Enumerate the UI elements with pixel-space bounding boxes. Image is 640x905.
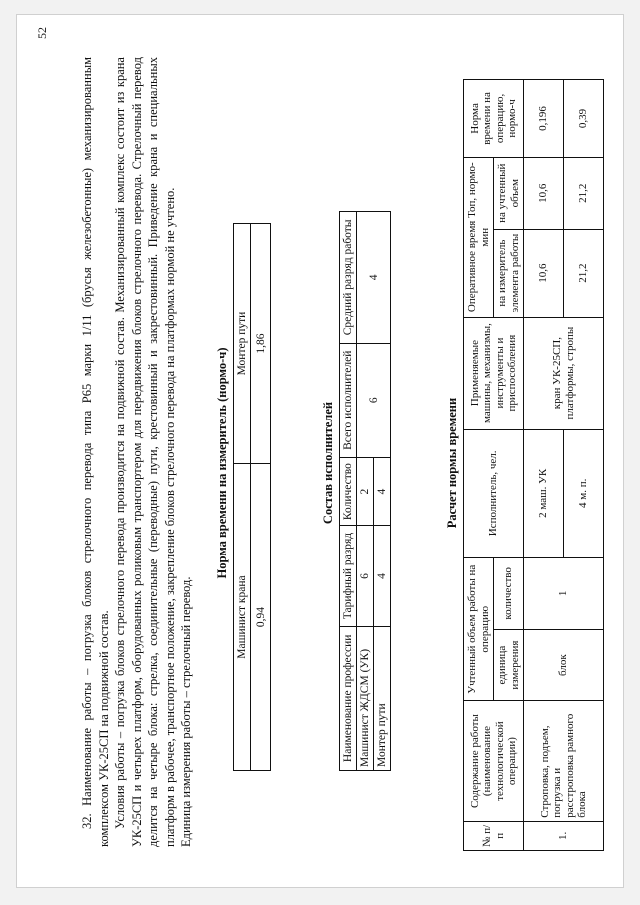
calc-header-optime: Оперативное время Топ, нормо-мин bbox=[464, 157, 494, 317]
work-title: 32. Наименование работы – погрузка блоков стрелочного перевода типа Р65 марки 1/11 (брусья железобетонные) механизированным комплексом УК-25СП на подвижной состав. bbox=[80, 57, 111, 847]
crew-count: 2 bbox=[357, 457, 374, 526]
calc-row-per-unit: 10,6 bbox=[524, 229, 564, 317]
norm-table bbox=[233, 223, 271, 771]
calc-row-executor: 2 маш. УК bbox=[524, 429, 564, 557]
calc-header-num: № п/п bbox=[464, 821, 524, 850]
calc-row-machines: кран УК-25СП, платформы, стропы bbox=[524, 317, 604, 429]
calc-header-executor: Исполнитель, чел. bbox=[464, 429, 524, 557]
calc-row-norm: 0,196 bbox=[524, 80, 564, 158]
crew-header-total: Всего исполнителей bbox=[340, 343, 357, 457]
calc-table-caption: Расчет нормы времени bbox=[445, 397, 459, 529]
calc-row-qty: 1 bbox=[524, 558, 604, 630]
norm-header-track: Монтер пути bbox=[234, 224, 251, 464]
page-number: 52 bbox=[35, 27, 49, 39]
rotated-content bbox=[31, 23, 591, 883]
crew-total: 6 bbox=[357, 343, 391, 457]
document-page bbox=[16, 14, 624, 888]
crew-table bbox=[339, 211, 391, 771]
calc-header-norm: Норма времени на операцию, нормо-ч bbox=[464, 80, 524, 158]
calc-row-per-volume: 10,6 bbox=[524, 157, 564, 229]
calc-header-volume: Учтенный объем работы на операцию bbox=[464, 558, 494, 701]
calc-row-norm: 0,39 bbox=[564, 80, 604, 158]
work-unit: Единица измерения работы – стрелочный перевод. bbox=[179, 576, 193, 847]
norm-table-caption: Норма времени на измеритель (нормо-ч) bbox=[215, 347, 229, 579]
calc-table bbox=[463, 79, 604, 851]
crew-header-profession: Наименование профессии bbox=[340, 626, 357, 770]
calc-header-qty: количество bbox=[494, 558, 524, 630]
table-row bbox=[524, 80, 564, 851]
crew-header-avg: Средний разряд работы bbox=[340, 212, 357, 344]
calc-row-per-volume: 21,2 bbox=[564, 157, 604, 229]
calc-header-content: Содержание работы (наименование технологической операции) bbox=[464, 701, 524, 821]
crew-grade: 6 bbox=[357, 526, 374, 626]
crew-avg-grade: 4 bbox=[357, 212, 391, 344]
calc-row-unit: блок bbox=[524, 629, 604, 701]
calc-header-machines: Применяемые машины, механизмы, инструменты и приспособления bbox=[464, 317, 524, 429]
crew-table-caption: Состав исполнителей bbox=[321, 401, 335, 525]
table-row bbox=[357, 212, 374, 771]
work-conditions: Условия работы – погрузка блоков стрелочного перевода производится на подвижной состав. Механизированный комплекс состоит из крана УК-25СП и четырех платформ, оборудованных роликовым транспортером для передвижения блоков стрелочного перевода. Стрелочный перевод делится на четыре блока: стрелка, соединительные (переводные) пути, крестовинный и закрестовинный. Приведение крана и специальных платформ в рабочее, транспортное положение, закрепление блоков стрелочного перевода на платформах нормой не учтено. bbox=[113, 57, 177, 847]
norm-value-crane: 0,94 bbox=[251, 464, 271, 771]
norm-header-crane: Машинист крана bbox=[234, 464, 251, 771]
crew-header-count: Количество bbox=[340, 457, 357, 526]
intro-text bbox=[79, 57, 195, 847]
crew-count: 4 bbox=[374, 457, 391, 526]
norm-value-track: 1,86 bbox=[251, 224, 271, 464]
calc-header-per-unit: на измеритель элемента работы bbox=[494, 229, 524, 317]
calc-row-per-unit: 21,2 bbox=[564, 229, 604, 317]
calc-header-per-volume: на учтенный объем bbox=[494, 157, 524, 229]
crew-grade: 4 bbox=[374, 526, 391, 626]
crew-header-grade: Тарифный разряд bbox=[340, 526, 357, 626]
crew-profession: Машинист ЖДСМ (УК) bbox=[357, 626, 374, 770]
calc-row-content: Строповка, подъем, погрузка и расстроповка рамного блока bbox=[524, 701, 604, 821]
calc-row-executor: 4 м. п. bbox=[564, 429, 604, 557]
crew-profession: Монтер пути bbox=[374, 626, 391, 770]
calc-row-num: 1. bbox=[524, 821, 604, 850]
calc-header-unit: единица измерения bbox=[494, 629, 524, 701]
